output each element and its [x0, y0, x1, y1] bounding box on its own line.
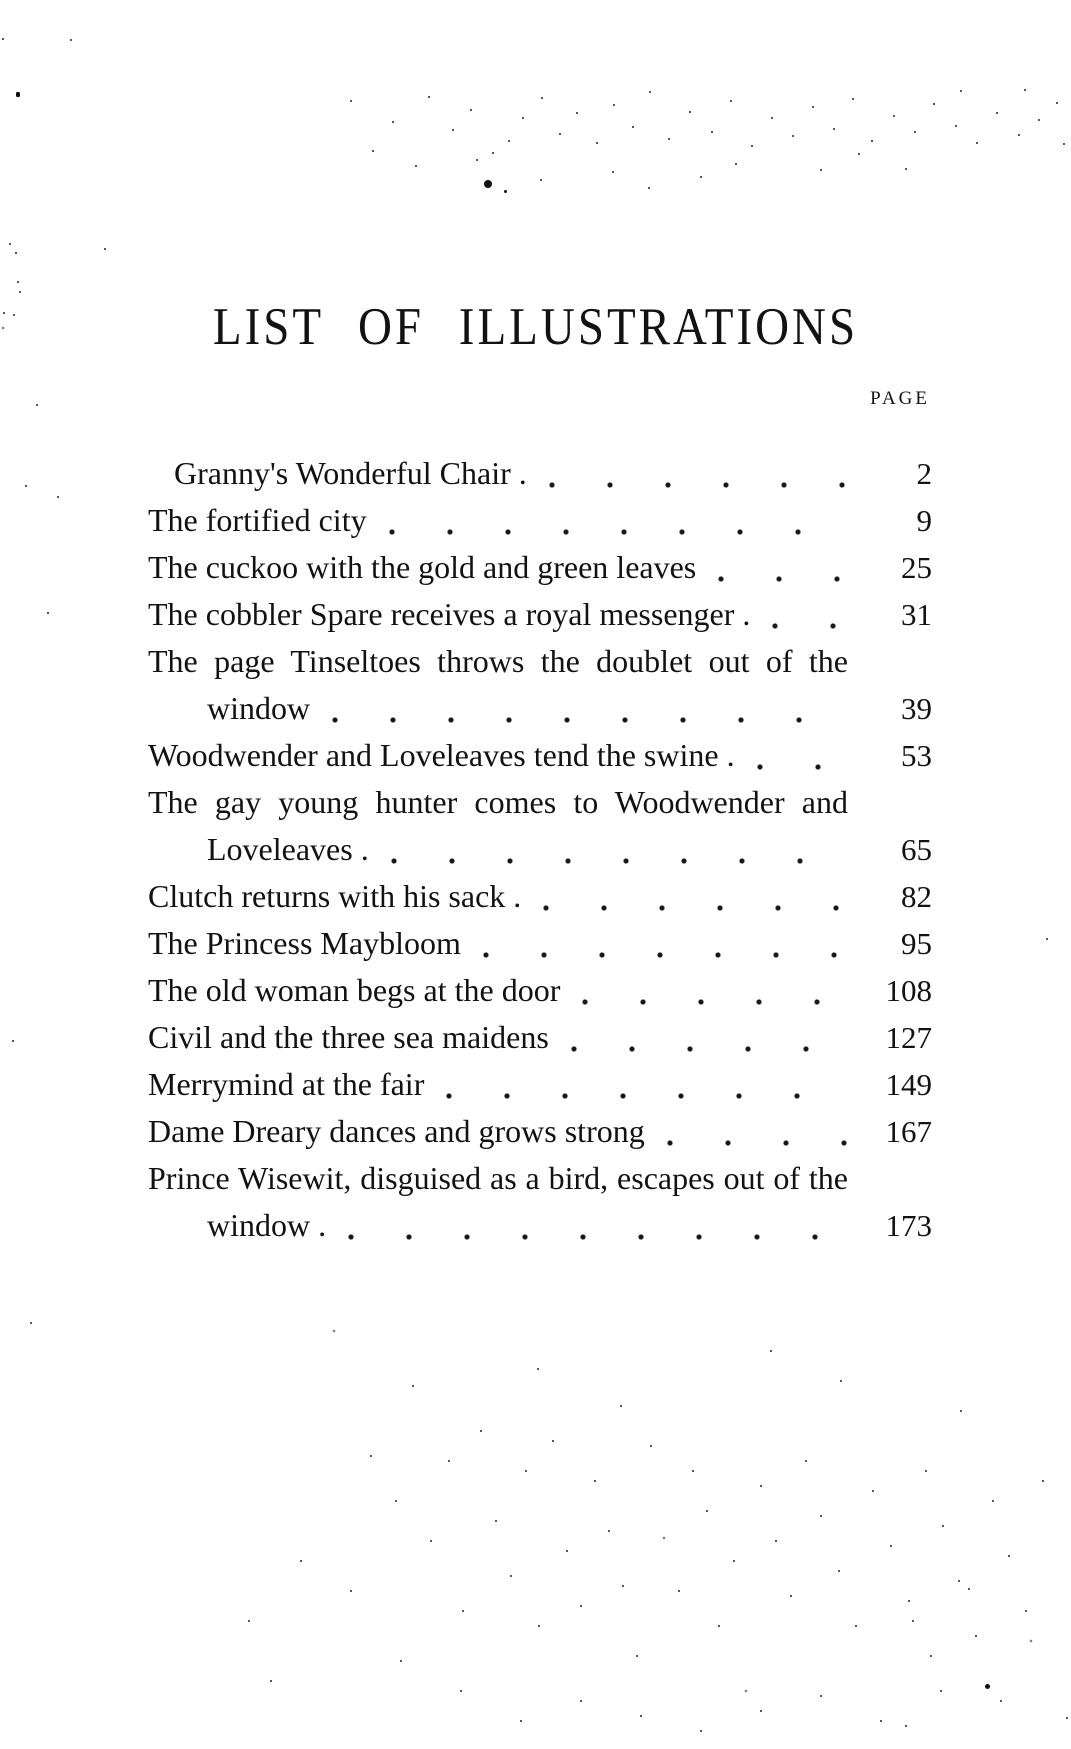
page-number: 25	[901, 550, 932, 585]
entry-text: Civil and the three sea maidens	[148, 1019, 549, 1055]
ink-blot	[484, 180, 492, 188]
list-item	[148, 967, 932, 1014]
entry-row	[148, 1202, 932, 1249]
entry-row	[148, 826, 932, 873]
entry-row	[148, 732, 932, 779]
dot-leader	[757, 764, 848, 770]
list-item	[148, 1014, 932, 1061]
list-item	[148, 732, 932, 779]
page-number: 167	[885, 1114, 932, 1149]
page-number: 127	[885, 1020, 932, 1055]
entry-row	[148, 873, 932, 920]
list-item	[148, 920, 932, 967]
entry-row	[148, 450, 932, 497]
page-title: LIST OF ILLUSTRATIONS	[212, 298, 859, 357]
dot-leader	[582, 999, 848, 1005]
scan-noise-bottom	[0, 0, 2, 2]
page-number: 149	[885, 1067, 932, 1102]
entry-text-line1: Prince Wisewit, disguised as a bird, escapes out of the	[148, 1160, 848, 1196]
entry-row	[148, 1108, 932, 1155]
entry-text: window	[207, 690, 311, 726]
entry-text: The Princess Maybloom	[148, 925, 461, 961]
dot-leader	[772, 623, 848, 629]
entry-row	[148, 920, 932, 967]
page-number: 9	[916, 503, 932, 538]
entry-text: The cuckoo with the gold and green leaves	[148, 549, 697, 585]
page-number: 53	[901, 738, 932, 773]
dot-leader	[667, 1140, 848, 1146]
page-number: 108	[885, 973, 932, 1008]
dot-leader	[391, 858, 848, 864]
list-item	[148, 450, 932, 497]
dot-leader	[549, 482, 848, 488]
entry-text: Woodwender and Loveleaves tend the swine .	[148, 737, 735, 773]
dot-leader	[483, 952, 848, 958]
entry-text-line1: The page Tinseltoes throws the doublet out of the	[148, 643, 848, 679]
entry-text: Granny's Wonderful Chair .	[174, 455, 527, 491]
ink-blot	[985, 1684, 990, 1689]
entry-text: Merrymind at the fair	[148, 1066, 425, 1102]
entry-row	[148, 967, 932, 1014]
list-item	[148, 638, 932, 732]
entry-row	[148, 685, 932, 732]
dot-leader	[543, 905, 848, 911]
entry-text: The fortified city	[148, 502, 367, 538]
list-item	[148, 1061, 932, 1108]
list-item	[148, 779, 932, 873]
dot-leader	[446, 1093, 848, 1099]
entry-text: window .	[207, 1207, 327, 1243]
list-item	[148, 544, 932, 591]
entry-text: Loveleaves .	[207, 831, 369, 867]
entry-text: The old woman begs at the door	[148, 972, 561, 1008]
list-item	[148, 497, 932, 544]
list-item	[148, 1155, 932, 1249]
page-number: 39	[901, 691, 932, 726]
page-number: 95	[901, 926, 932, 961]
dot-leader	[389, 529, 848, 535]
entry-text: Dame Dreary dances and grows strong	[148, 1113, 645, 1149]
entry-row	[148, 1014, 932, 1061]
page-number: 31	[901, 597, 932, 632]
list-item	[148, 591, 932, 638]
entry-text: The cobbler Spare receives a royal messenger .	[148, 596, 751, 632]
dot-leader	[348, 1234, 848, 1240]
entry-row	[148, 544, 932, 591]
entry-text-line1: The gay young hunter comes to Woodwender and	[148, 784, 848, 820]
page-number: 65	[901, 832, 932, 867]
dot-leader	[571, 1046, 848, 1052]
scan-noise-top	[0, 0, 2, 2]
list-item	[148, 1108, 932, 1155]
entry-text: Clutch returns with his sack .	[148, 878, 522, 914]
entry-row	[148, 1061, 932, 1108]
ink-blot	[504, 190, 507, 193]
dot-leader	[718, 576, 848, 582]
illustrations-list	[148, 450, 932, 1249]
ink-blot	[16, 92, 20, 97]
entry-row	[148, 591, 932, 638]
dot-leader	[332, 717, 848, 723]
page-number: 82	[901, 879, 932, 914]
entry-row	[148, 497, 932, 544]
list-item	[148, 873, 932, 920]
page-column-header: PAGE	[870, 388, 930, 409]
page-number: 173	[885, 1208, 932, 1243]
page-number: 2	[916, 456, 932, 491]
